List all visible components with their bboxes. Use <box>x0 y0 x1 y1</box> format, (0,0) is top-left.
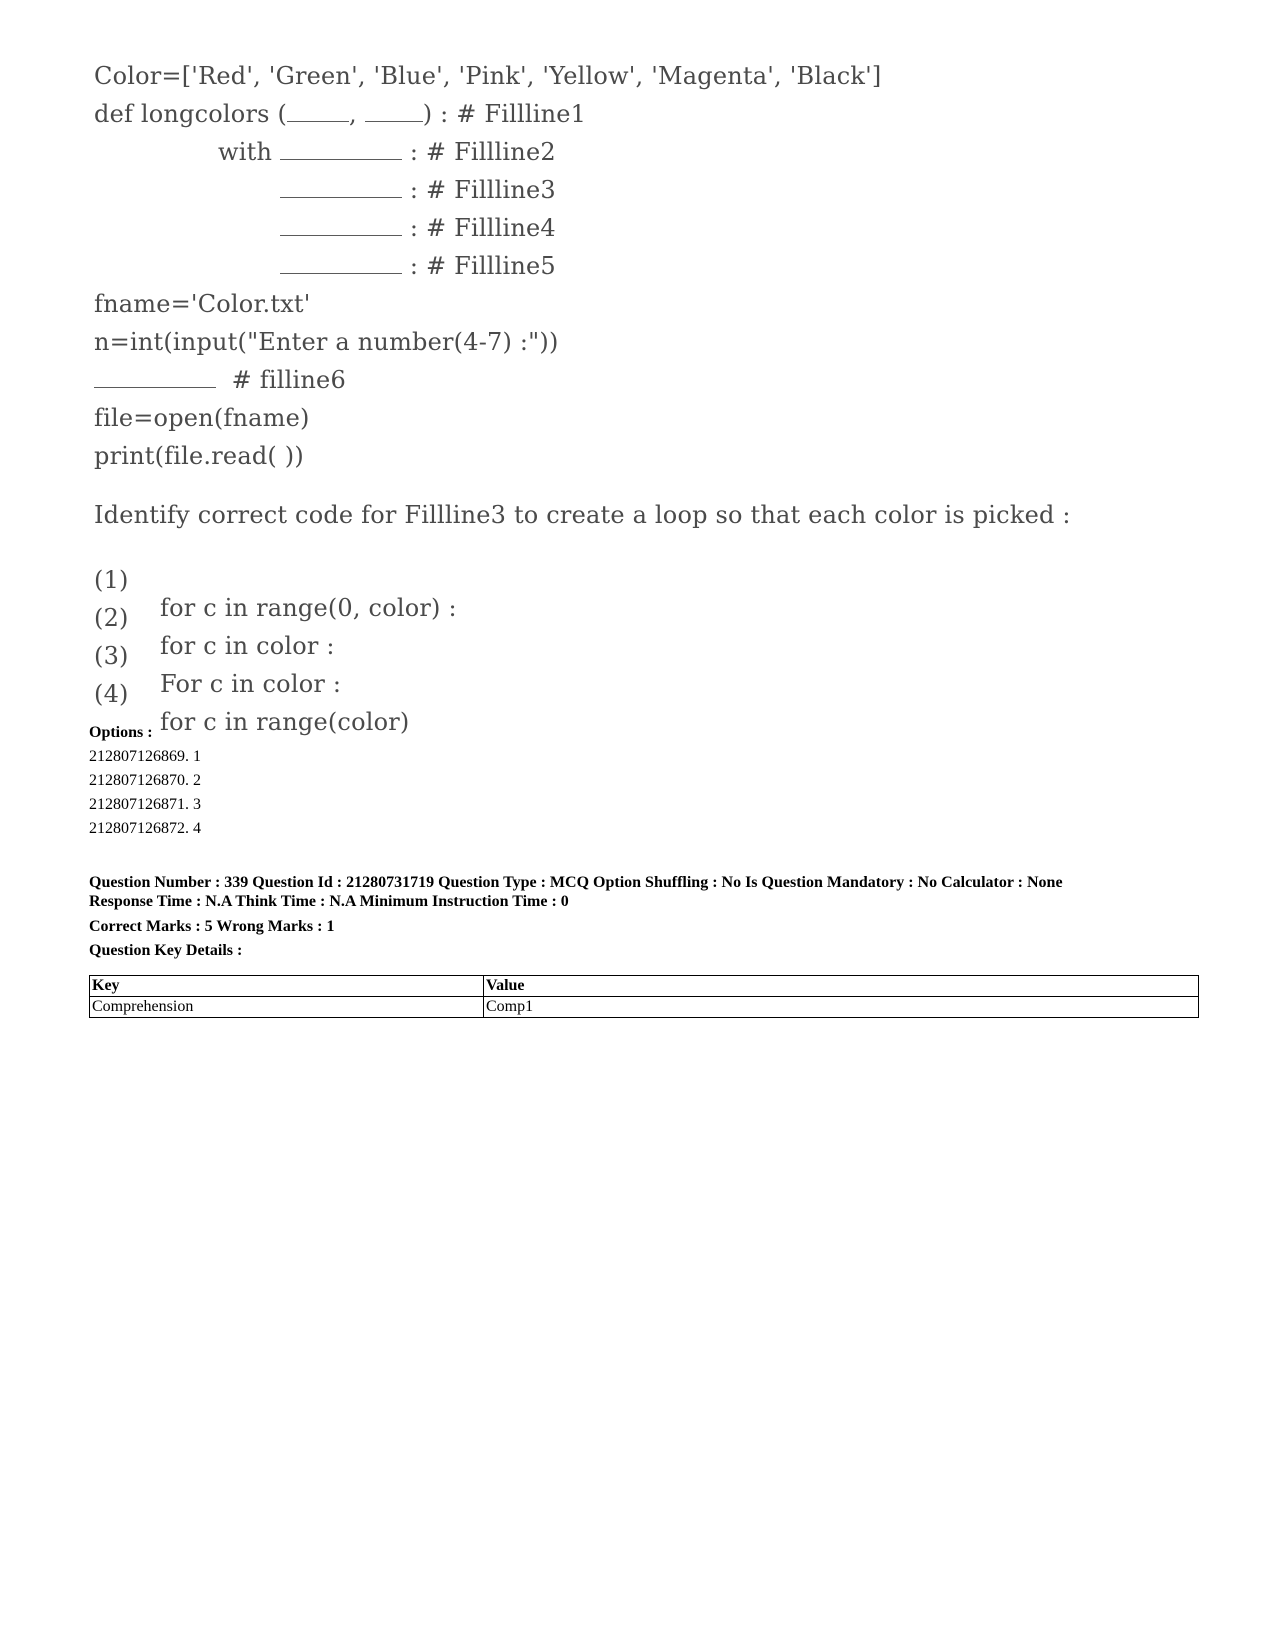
blank-fillline1-b <box>365 101 423 122</box>
blank-fillline2 <box>280 139 402 160</box>
marks-line: Correct Marks : 5 Wrong Marks : 1 <box>89 918 335 935</box>
option-item: 212807126870. 2 <box>89 772 201 789</box>
choice-3 <box>94 614 694 698</box>
options-heading: Options : <box>89 724 153 741</box>
code-fname: fname='Color.txt' <box>94 290 311 318</box>
option-item: 212807126871. 3 <box>89 796 201 813</box>
code-fillline3: : # Fillline3 <box>280 176 556 204</box>
blank-fillline3 <box>280 177 402 198</box>
code-color-list: Color=['Red', 'Green', 'Blue', 'Pink', 'Yellow', 'Magenta', 'Black'] <box>94 62 882 90</box>
code-fillline4: : # Fillline4 <box>280 214 556 242</box>
option-item: 212807126869. 1 <box>89 748 201 765</box>
blank-fillline5 <box>280 253 402 274</box>
code-open-line: file=open(fname) <box>94 404 310 432</box>
option-item: 212807126872. 4 <box>89 820 201 837</box>
choice-number: (3) <box>94 642 129 670</box>
question-meta-line2: Response Time : N.A Think Time : N.A Minimum Instruction Time : 0 <box>89 893 569 910</box>
code-fillline5: : # Fillline5 <box>280 252 556 280</box>
question-meta-line1: Question Number : 339 Question Id : 21280731719 Question Type : MCQ Option Shuffling : No Is Question Mandatory : No Calculator : None <box>89 874 1063 891</box>
table-cell-value: Comp1 <box>484 997 1199 1018</box>
choice-number: (2) <box>94 604 129 632</box>
choice-text: for c in range(color) <box>160 708 410 736</box>
table-header-key: Key <box>90 976 484 997</box>
code-input-line: n=int(input("Enter a number(4-7) :")) <box>94 328 559 356</box>
code-print-line: print(file.read( )) <box>94 442 304 470</box>
choice-1 <box>94 538 694 622</box>
question-prompt: Identify correct code for Fillline3 to create a loop so that each color is picked : <box>94 501 1071 529</box>
key-details-heading: Question Key Details : <box>89 942 243 959</box>
table-header-row <box>90 976 1199 997</box>
key-details-table <box>89 975 1199 1018</box>
choice-number: (4) <box>94 680 129 708</box>
blank-filline6 <box>94 367 216 388</box>
blank-fillline4 <box>280 215 402 236</box>
choice-text: For c in color : <box>160 670 342 698</box>
table-row <box>90 997 1199 1018</box>
choice-text: for c in color : <box>160 632 335 660</box>
code-filline6: # filline6 <box>94 366 346 394</box>
table-header-value: Value <box>484 976 1199 997</box>
choice-number: (1) <box>94 566 129 594</box>
choice-text: for c in range(0, color) : <box>160 594 457 622</box>
blank-fillline1-a <box>287 101 349 122</box>
code-with-line: with : # Fillline2 <box>218 138 556 166</box>
code-def-line: def longcolors ( , ) : # Fillline1 <box>94 100 587 128</box>
table-cell-key: Comprehension <box>90 997 484 1018</box>
